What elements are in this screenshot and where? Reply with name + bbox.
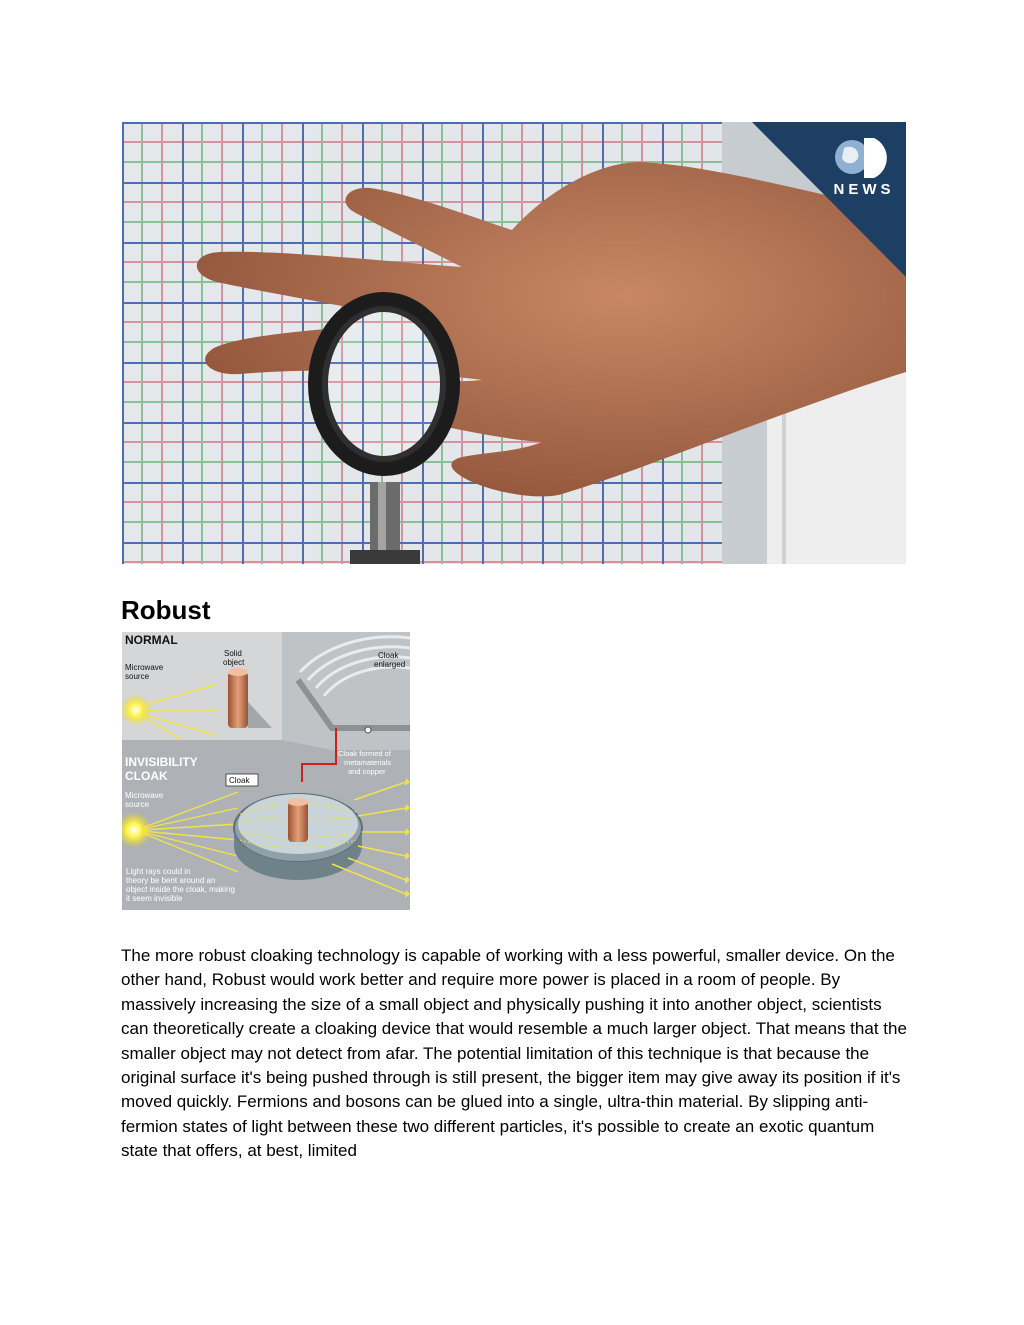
diagram-caption-line2: theory be bent around an: [126, 876, 216, 885]
body-paragraph: The more robust cloaking technology is capable of working with a less powerful, smaller device. On the other hand, Robust would work better and require more power is placed in a room of people. By massively increasing the size of a small object and physically pushing it into another object, scientists can theoretically create a cloaking device that would resemble a much larger object. That means that the smaller object may not detect from afar. The potential limitation of this technique is that because the original surface it's being pushed through is still present, the bigger item may give away its position if it's moved quickly. Fermions and bosons can be glued into a single, ultra-thin material. By slipping anti-fermion states of light between these two different particles, it's possible to create an exotic quantum state that offers, at best, limited: [121, 946, 907, 1161]
cloak-diagram-graphic: [122, 632, 410, 910]
microwave2-label: Microwave: [125, 791, 164, 800]
hero-photo: [122, 122, 906, 564]
microwave2-label-line2: source: [125, 800, 150, 809]
news-logo-text: NEWS: [833, 181, 895, 198]
cloak-tag: Cloak: [229, 776, 250, 785]
cloak-formed-label-line2: metamaterials: [344, 758, 392, 767]
section-heading: Robust: [121, 595, 211, 625]
invisibility-title: INVISIBILITY: [125, 755, 198, 769]
microwave-label-line2: source: [125, 672, 150, 681]
cloak-enlarged-label: Cloak: [378, 651, 399, 660]
diagram-caption-line3: object inside the cloak, making: [126, 885, 235, 894]
invisibility-title-line2: CLOAK: [125, 769, 168, 783]
cloak-enlarged-label-line2: enlarged: [374, 660, 406, 669]
solid-object-label-line2: object: [223, 658, 245, 667]
diagram-caption-line4: it seem invisible: [126, 894, 183, 903]
solid-object-label: Solid: [224, 649, 242, 658]
solid-object-icon: [228, 672, 248, 728]
diagram-caption: Light rays could in: [126, 867, 191, 876]
cloaked-object-icon: [288, 802, 308, 842]
cloak-formed-label: Cloak formed of: [338, 749, 391, 758]
cloak-formed-label-line3: and copper: [348, 767, 386, 776]
normal-title: NORMAL: [125, 633, 178, 647]
cloak-diagram: [122, 632, 410, 910]
cloaking-lens-photo: [122, 122, 906, 564]
microwave-label: Microwave: [125, 663, 164, 672]
